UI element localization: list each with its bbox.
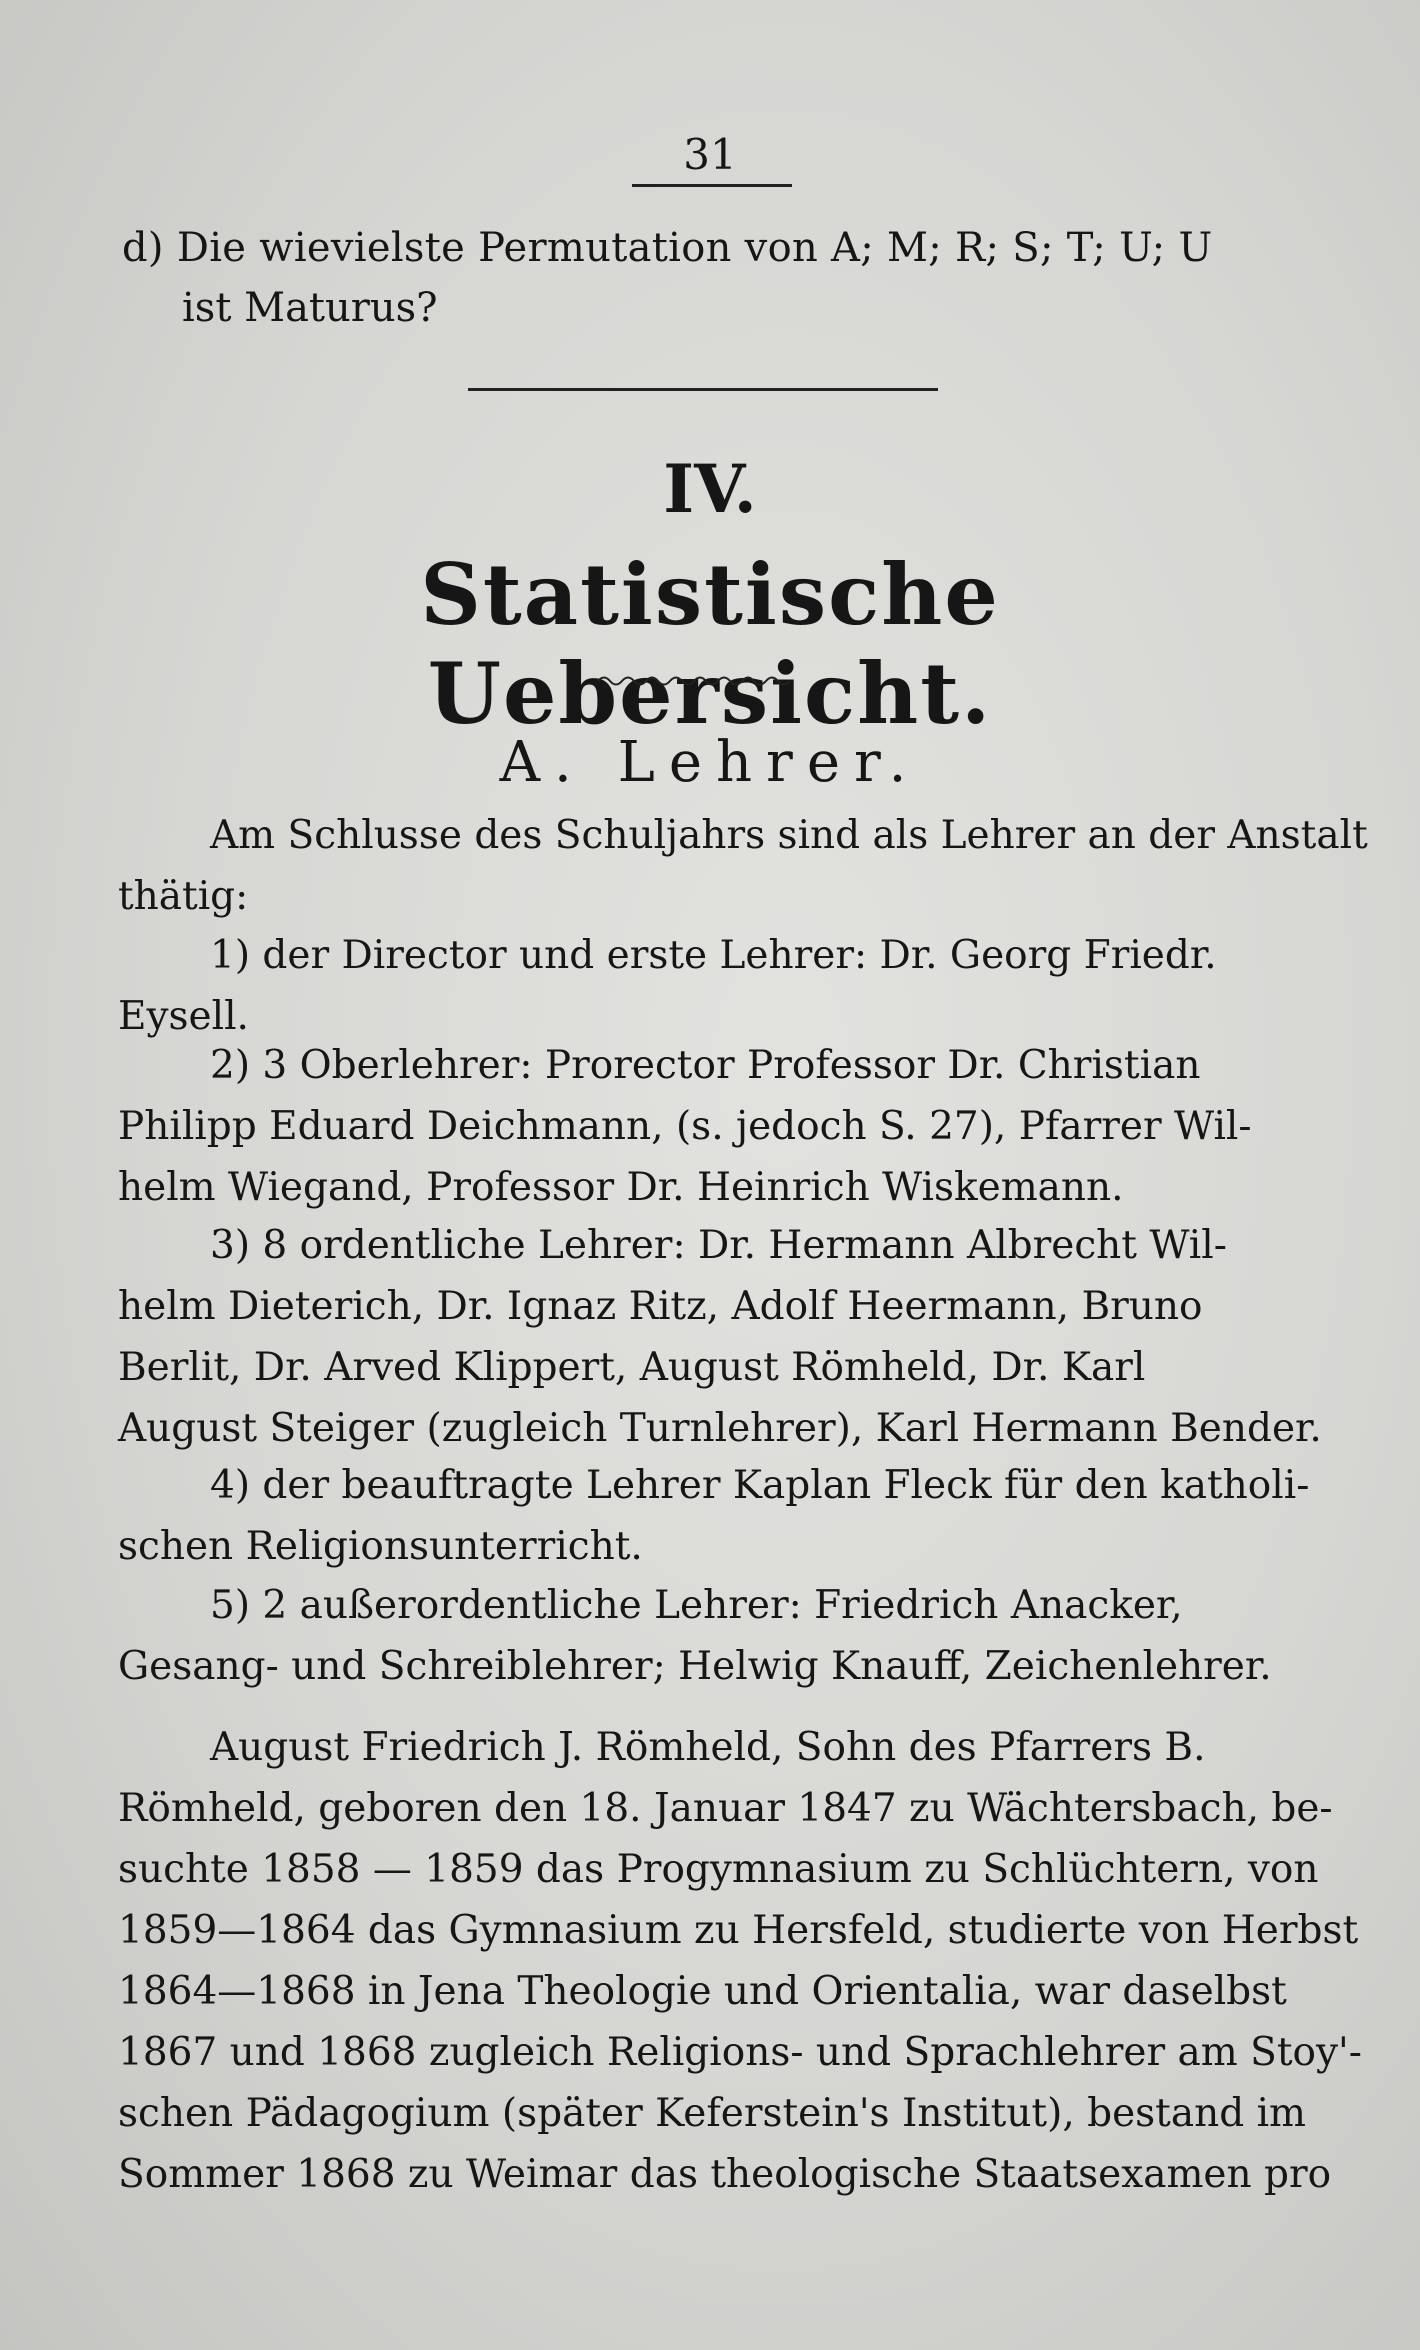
ornament-squiggle: [598, 672, 790, 690]
teacher-item-5: [118, 1575, 1272, 1697]
item3-line-2: helm Dieterich, Dr. Ignaz Ritz, Adolf Heermann, Bruno: [118, 1284, 1203, 1329]
teacher-item-1: [118, 925, 1250, 1047]
bio-line-8: Sommer 1868 zu Weimar das theologische Staatsexamen pro: [118, 2152, 1332, 2197]
section-numeral: IV.: [663, 450, 757, 528]
bio-line-6: 1867 und 1868 zugleich Religions- und Sprachlehrer am Stoy'-: [118, 2030, 1362, 2075]
section-divider-rule: [468, 388, 938, 391]
item2-line-3: helm Wiegand, Professor Dr. Heinrich Wiskemann.: [118, 1165, 1124, 1210]
item3-line-3: Berlit, Dr. Arved Klippert, August Römheld, Dr. Karl: [118, 1345, 1146, 1390]
teacher-item-3: [118, 1215, 1322, 1459]
intro-paragraph: [118, 805, 1368, 927]
item4-line-2: schen Religionsunterricht.: [118, 1524, 643, 1569]
item1-line-2: Eysell.: [118, 994, 249, 1039]
item5-line-1: 5) 2 außerordentliche Lehrer: Friedrich Anacker,: [210, 1583, 1183, 1628]
bio-line-2: Römheld, geboren den 18. Januar 1847 zu Wächtersbach, be-: [118, 1786, 1333, 1831]
item2-line-1: 2) 3 Oberlehrer: Prorector Professor Dr. Christian: [210, 1043, 1201, 1088]
bio-line-7: schen Pädagogium (später Keferstein's Institut), bestand im: [118, 2091, 1307, 2136]
biography-paragraph: [118, 1717, 1362, 2205]
item3-line-4: August Steiger (zugleich Turnlehrer), Karl Hermann Bender.: [118, 1406, 1322, 1451]
item3-line-1: 3) 8 ordentliche Lehrer: Dr. Hermann Albrecht Wil-: [210, 1223, 1227, 1268]
question-line-2: ist Maturus?: [182, 285, 438, 331]
bio-line-4: 1859—1864 das Gymnasium zu Hersfeld, studierte von Herbst: [118, 1908, 1359, 1953]
page-number: 31: [683, 130, 737, 179]
item2-line-2: Philipp Eduard Deichmann, (s. jedoch S. 27), Pfarrer Wil-: [118, 1104, 1252, 1149]
question-line-1: d) Die wievielste Permutation von A; M; R; S; T; U; U: [122, 225, 1213, 271]
teacher-item-4: [118, 1455, 1310, 1577]
subsection-title: A. Lehrer.: [499, 730, 921, 795]
bio-line-1: August Friedrich J. Römheld, Sohn des Pfarrers B.: [210, 1725, 1206, 1770]
item1-line-1: 1) der Director und erste Lehrer: Dr. Georg Friedr.: [210, 933, 1217, 978]
bio-line-5: 1864—1868 in Jena Theologie und Orientalia, war daselbst: [118, 1969, 1287, 2014]
intro-line-2: thätig:: [118, 874, 249, 919]
intro-line-1: Am Schlusse des Schuljahrs sind als Lehrer an der Anstalt: [210, 813, 1368, 858]
bio-line-3: suchte 1858 — 1859 das Progymnasium zu Schlüchtern, von: [118, 1847, 1319, 1892]
header-rule: [632, 184, 792, 187]
section-title: Statistische Uebersicht.: [420, 545, 1000, 743]
teacher-item-2: [118, 1035, 1250, 1218]
item5-line-2: Gesang- und Schreiblehrer; Helwig Knauff, Zeichenlehrer.: [118, 1644, 1272, 1689]
item4-line-1: 4) der beauftragte Lehrer Kaplan Fleck für den katholi-: [210, 1463, 1310, 1508]
